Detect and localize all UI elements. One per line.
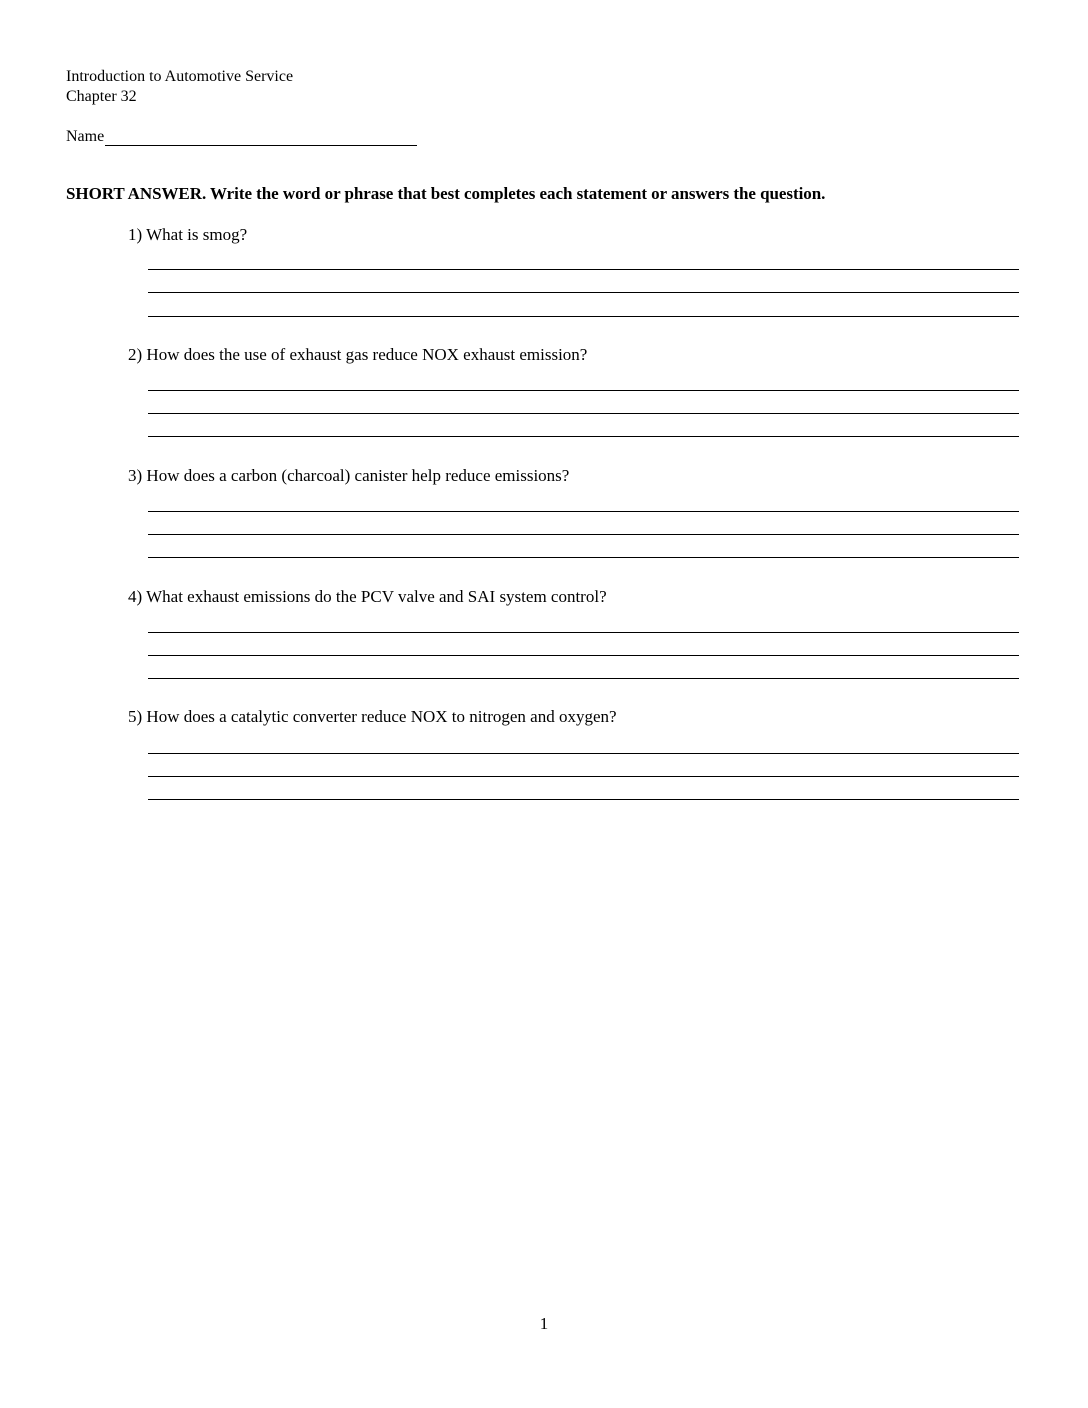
answer-line-4-1[interactable] xyxy=(148,632,1019,633)
answer-line-1-1[interactable] xyxy=(148,269,1019,270)
answer-line-5-1[interactable] xyxy=(148,753,1019,754)
answer-line-2-1[interactable] xyxy=(148,390,1019,391)
answer-line-3-2[interactable] xyxy=(148,534,1019,535)
answer-line-2-3[interactable] xyxy=(148,436,1019,437)
answer-line-1-3[interactable] xyxy=(148,316,1019,317)
course-title: Introduction to Automotive Service xyxy=(66,68,294,85)
chapter-title: Chapter 32 xyxy=(66,88,137,105)
question-3: 3) How does a carbon (charcoal) canister help reduce emissions? xyxy=(128,466,570,485)
answer-line-5-3[interactable] xyxy=(148,799,1019,800)
answer-line-2-2[interactable] xyxy=(148,413,1019,414)
page-number: 1 xyxy=(539,1314,549,1333)
answer-line-3-3[interactable] xyxy=(148,557,1019,558)
answer-line-4-3[interactable] xyxy=(148,678,1019,679)
question-1: 1) What is smog? xyxy=(128,225,248,244)
answer-line-1-2[interactable] xyxy=(148,292,1019,293)
name-field[interactable] xyxy=(66,124,417,146)
name-label: Name xyxy=(66,128,105,145)
name-input-line[interactable] xyxy=(105,127,417,146)
question-4: 4) What exhaust emissions do the PCV valve and SAI system control? xyxy=(128,587,607,606)
answer-line-5-2[interactable] xyxy=(148,776,1019,777)
question-5: 5) How does a catalytic converter reduce NOX to nitrogen and oxygen? xyxy=(128,707,617,726)
answer-line-4-2[interactable] xyxy=(148,655,1019,656)
question-2: 2) How does the use of exhaust gas reduce NOX exhaust emission? xyxy=(128,345,588,364)
answer-line-3-1[interactable] xyxy=(148,511,1019,512)
instructions: SHORT ANSWER. Write the word or phrase that best completes each statement or answers the question. xyxy=(66,184,826,203)
